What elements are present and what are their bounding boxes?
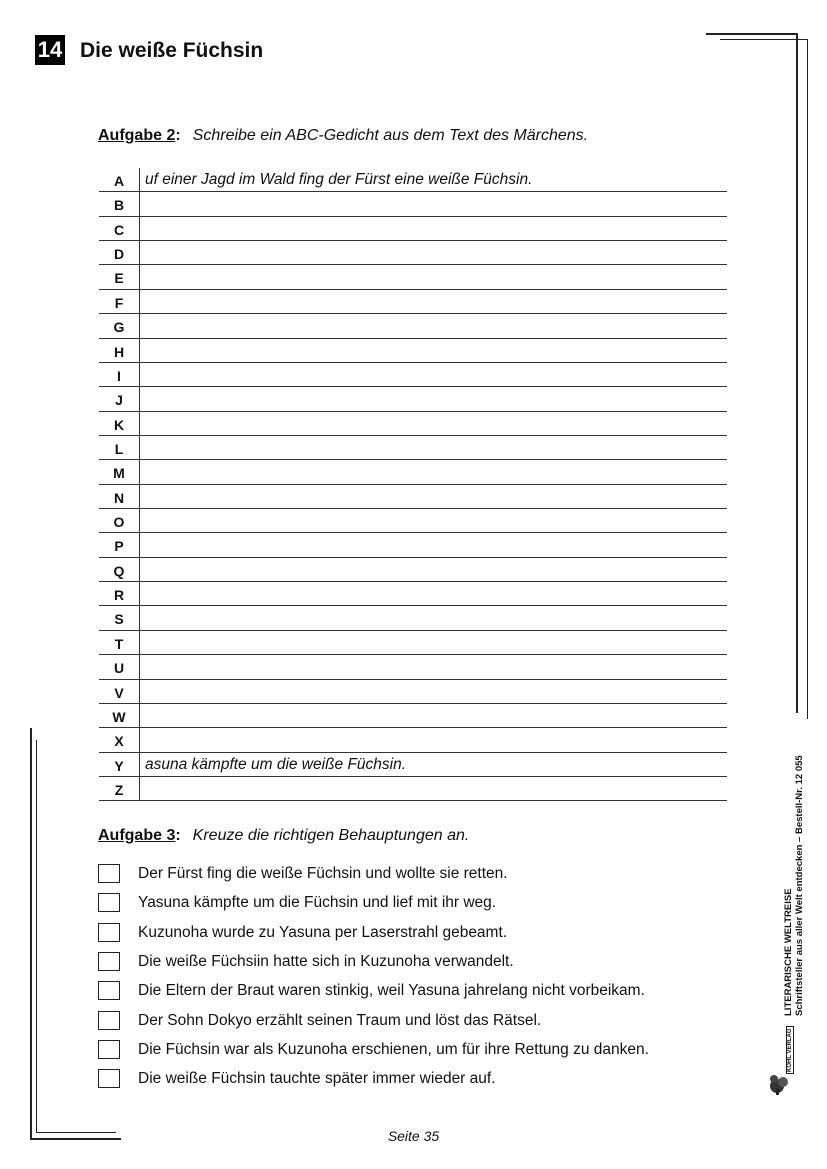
statement-item (98, 981, 718, 1003)
statement-checkbox[interactable] (98, 1011, 120, 1030)
abc-letter: A (113, 173, 125, 189)
statement-checkbox[interactable] (98, 952, 120, 971)
abc-letter: D (113, 246, 125, 263)
abc-letter: X (114, 733, 124, 750)
abc-row[interactable] (99, 704, 727, 728)
abc-letter: C (113, 221, 125, 238)
frame-top-right-line-inner (720, 39, 808, 40)
statement-label: Der Sohn Dokyo erzählt seinen Traum und löst das Rätsel. (138, 1011, 542, 1029)
statement-item (98, 923, 718, 945)
statement-label: Die Eltern der Braut waren stinkig, weil Yasuna jahrelang nicht vorbeikam. (138, 982, 645, 1000)
abc-row[interactable] (99, 265, 727, 289)
statement-item (98, 864, 718, 886)
page-title: Die weiße Füchsin (80, 39, 264, 62)
abc-letter: B (113, 197, 125, 214)
abc-letter: N (113, 489, 125, 506)
abc-letter: E (114, 270, 124, 287)
sidebar-subtitle-order: Schriftsteller aus aller Welt entdecken – Bestell-Nr. 12 055 (794, 755, 805, 1016)
abc-letter: U (113, 660, 125, 677)
frame-left-vertical-outer (30, 728, 32, 1138)
abc-row[interactable] (99, 241, 727, 265)
abc-letter: Z (114, 781, 124, 798)
statement-item (98, 1011, 718, 1033)
frame-right-vertical-inner (807, 39, 808, 719)
abc-line-text[interactable]: asuna kämpfte um die weiße Füchsin. (145, 755, 407, 773)
publisher-name: KOHL VERLAG (787, 1028, 793, 1072)
abc-row[interactable] (99, 680, 727, 704)
abc-letter: I (117, 367, 121, 384)
publisher-logo (768, 1028, 793, 1096)
abc-line-text[interactable]: uf einer Jagd im Wald fing der Fürst eine weiße Füchsin. (145, 171, 533, 189)
abc-row[interactable] (99, 631, 727, 655)
statement-checkbox[interactable] (98, 864, 120, 883)
statement-label: Die weiße Füchsin tauchte später immer wieder auf. (138, 1070, 496, 1088)
abc-row[interactable] (99, 777, 727, 801)
statement-label: Yasuna kämpfte um die Füchsin und lief mit ihr weg. (138, 894, 497, 912)
abc-row[interactable] (99, 533, 727, 557)
abc-row[interactable] (99, 436, 727, 460)
statement-item (98, 1069, 718, 1091)
task3-colon: : (175, 827, 181, 844)
abc-letter: G (113, 319, 125, 336)
statement-label: Kuzunoha wurde zu Yasuna per Laserstrahl gebeamt. (138, 923, 508, 941)
statement-checkbox[interactable] (98, 1040, 120, 1059)
abc-row[interactable] (99, 217, 727, 241)
chapter-number-badge: 14 (35, 35, 65, 65)
abc-letter: O (113, 514, 125, 531)
abc-row[interactable] (99, 509, 727, 533)
abc-row[interactable] (99, 655, 727, 679)
statement-label: Der Fürst fing die weiße Füchsin und wollte sie retten. (138, 865, 508, 882)
abc-letter: Y (114, 757, 124, 774)
abc-row[interactable] (99, 485, 727, 509)
task3-label: Aufgabe 3 (98, 827, 176, 844)
abc-row[interactable] (99, 387, 727, 411)
abc-row[interactable] (99, 168, 727, 192)
abc-row[interactable] (99, 363, 727, 387)
statement-checkbox[interactable] (98, 1069, 120, 1088)
abc-row[interactable] (99, 728, 727, 752)
abc-letter: L (114, 440, 124, 457)
abc-row[interactable] (99, 192, 727, 216)
task2-label: Aufgabe 2 (98, 127, 176, 144)
task3-instruction: Kreuze die richtigen Behauptungen an. (192, 827, 470, 844)
statement-item (98, 952, 718, 974)
abc-row[interactable] (99, 314, 727, 338)
statement-item (98, 1040, 718, 1062)
abc-letter: R (113, 587, 125, 604)
abc-letter: W (112, 708, 126, 725)
abc-letter: K (113, 416, 125, 433)
abc-row[interactable] (99, 582, 727, 606)
abc-letter: M (113, 465, 125, 482)
abc-row[interactable] (99, 290, 727, 314)
statement-label: Die weiße Füchsiin hatte sich in Kuzunoha verwandelt. (138, 952, 514, 970)
abc-letter: H (113, 343, 125, 360)
statement-label: Die Füchsin war als Kuzunoha erschienen, um für ihre Rettung zu danken. (138, 1040, 649, 1058)
statement-checkbox[interactable] (98, 893, 120, 912)
abc-letter: T (114, 635, 124, 652)
frame-right-vertical-outer (796, 33, 798, 713)
task2-heading (98, 126, 588, 146)
abc-row[interactable] (99, 460, 727, 484)
abc-letter: Q (113, 562, 125, 579)
task3-heading (98, 826, 469, 846)
abc-letter: S (114, 611, 124, 628)
statement-checkbox[interactable] (98, 923, 120, 942)
abc-row[interactable] (99, 412, 727, 436)
abc-letter: P (114, 538, 124, 555)
frame-top-right-line-outer (706, 33, 797, 35)
abc-letter: F (114, 294, 124, 311)
abc-column-divider (139, 168, 140, 800)
abc-row[interactable] (99, 606, 727, 630)
abc-row[interactable] (99, 558, 727, 582)
task2-colon: : (175, 127, 181, 144)
abc-poem-table (99, 168, 727, 801)
statement-checkbox[interactable] (98, 981, 120, 1000)
abc-row[interactable] (99, 753, 727, 777)
page-number: Seite 35 (387, 1128, 440, 1144)
abc-letter: J (115, 392, 123, 409)
sidebar-series-title: LITERARISCHE WELTREISE (783, 888, 794, 1016)
abc-row[interactable] (99, 339, 727, 363)
task2-instruction: Schreibe ein ABC-Gedicht aus dem Text des Märchens. (192, 127, 589, 144)
statement-item (98, 893, 718, 915)
abc-letter: V (114, 684, 124, 701)
frame-left-vertical-inner (36, 740, 37, 1132)
